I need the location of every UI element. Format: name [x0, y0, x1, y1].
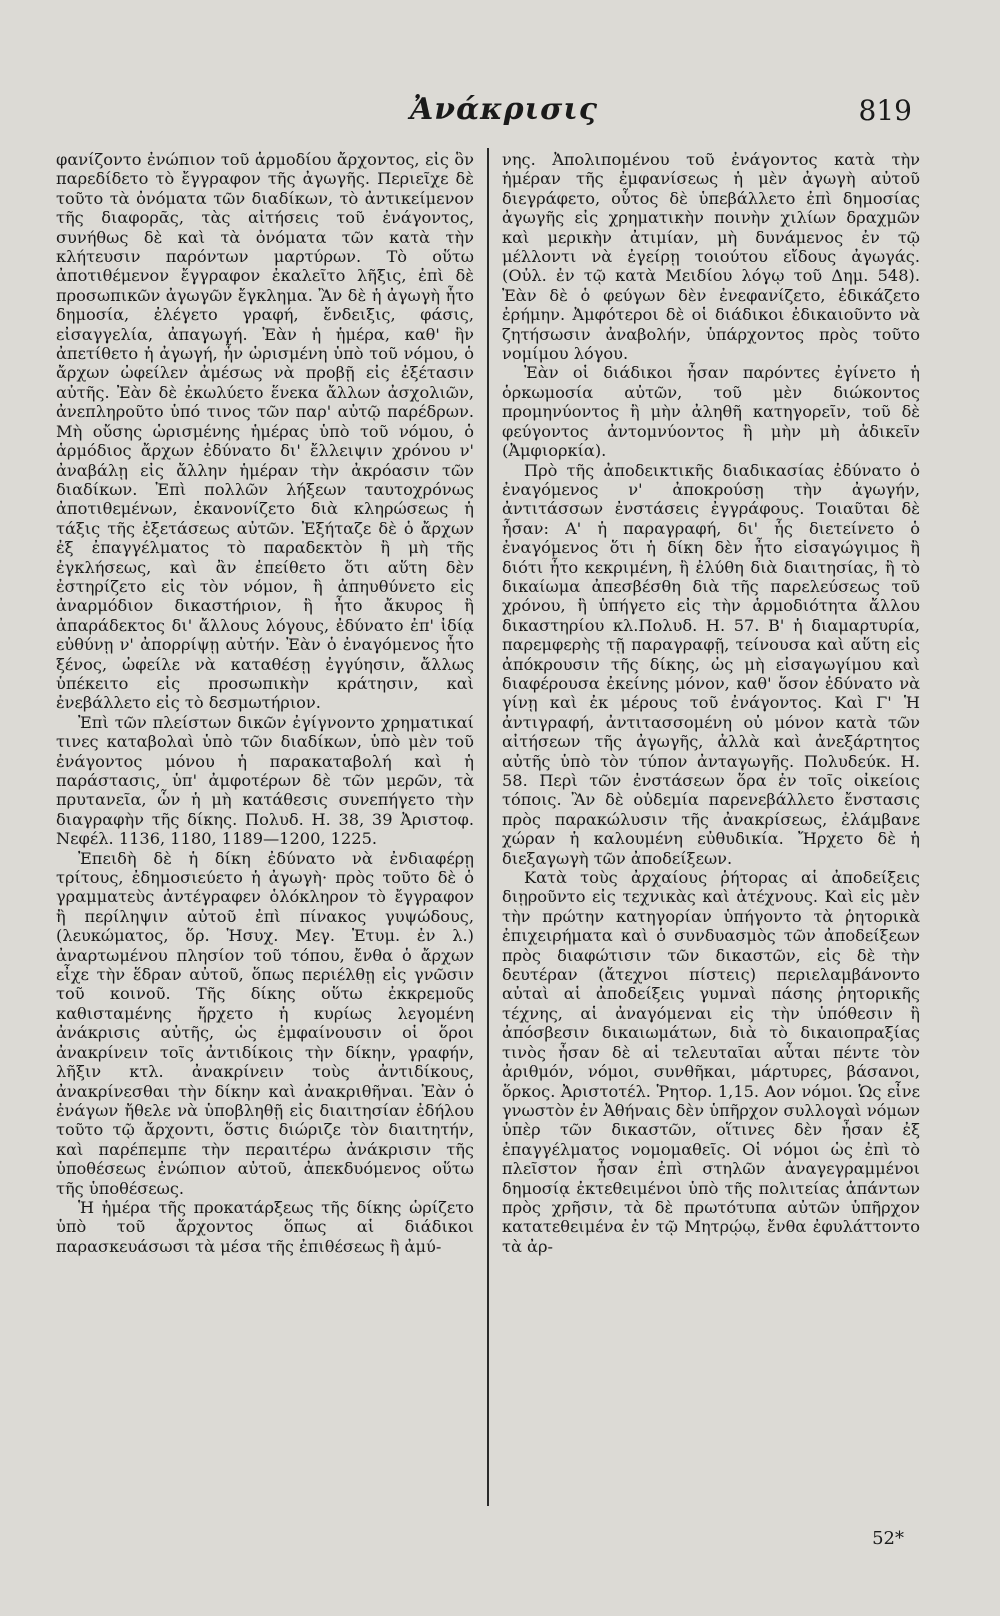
- paragraph: Πρὸ τῆς ἀποδεικτικῆς διαδικασίας ἐδύνατο ὁ ἐναγόμενος ν' ἀποκρούσῃ τὴν ἀγωγήν, ἀντιτάσσων ἐνστάσεις ἐγγράφους. Τοιαῦται δὲ ἦσαν: Α' ἡ παραγραφή, δι' ἧς διετείνετο ὁ ἐναγόμενος ὅτι ἡ δίκη δὲν ἦτο εἰσαγώγιμος ἢ διότι ἦτο κεκριμένη, ἢ ἐλύθη διὰ διαιτησίας, ἢ τὸ δικαίωμα ἀπεσβέσθη διὰ τῆς παρελεύσεως τοῦ χρόνου, ἢ ὑπήγετο εἰς τὴν ἁρμοδιότητα ἄλλου δικαστηρίου κλ.Πολυδ. Η. 57. Β' ἡ διαμαρτυρία, παρεμφερὴς τῇ παραγραφῇ, τείνουσα καὶ αὕτη εἰς ἀπόκρουσιν τῆς δίκης, ὡς μὴ εἰσαγωγίμου καὶ διαφέρουσα ἐκείνης μόνον, καθ' ὅσον ἐδύνατο νὰ γίνῃ καὶ ἐκ μέρους τοῦ ἐνάγοντος. Καὶ Γ' Ἡ ἀντιγραφή, ἀντιτασσομένη οὐ μόνον κατὰ τῶν αἰτήσεων τῆς ἀγωγῆς, ἀλλὰ καὶ ἀνεξάρτητος αὐτῆς ὑπὸ τὸν τύπον ἀνταγωγῆς. Πολυδεύκ. Η. 58. Περὶ τῶν ἐνστάσεων ὅρα ἐν τοῖς οἰκείοις τόποις. Ἂν δὲ οὐδεμία παρενεβάλλετο ἔνστασις πρὸς παρακώλυσιν τῆς ἀνακρίσεως, ἐλάμβανε χώραν ἡ καλουμένη εὐθυδικία. Ἤρχετο δὲ ἡ διεξαγωγὴ τῶν ἀποδείξεων.: [502, 460, 920, 868]
- paragraph: Ἡ ἡμέρα τῆς προκατάρξεως τῆς δίκης ὡρίζετο ὑπὸ τοῦ ἄρχοντος ὅπως αἱ διάδικοι παρασκευάσωσι τὰ μέσα τῆς ἐπιθέσεως ἢ ἀμύ-: [56, 1197, 474, 1256]
- paragraph: νης. Ἀπολιπομένου τοῦ ἐνάγοντος κατὰ τὴν ἡμέραν τῆς ἐμφανίσεως ἡ μὲν ἀγωγὴ αὐτοῦ διεγράφετο, οὗτος δὲ ὑπεβάλλετο ἐπὶ δημοσίας ἀγωγῆς εἰς χρηματικὴν ποινὴν χιλίων δραχμῶν καὶ μερικὴν ἀτιμίαν, μὴ δυνάμενος ἐν τῷ μέλλοντι νὰ ἐγείρῃ τοιούτου εἴδους ἀγωγάς. (Οὐλ. ἐν τῷ κατὰ Μειδίου λόγῳ τοῦ Δημ. 548). Ἐὰν δὲ ὁ φεύγων δὲν ἐνεφανίζετο, ἐδικάζετο ἐρήμην. Ἀμφότεροι δὲ οἱ διάδικοι ἐδικαιοῦντο νὰ ζητήσωσιν ἀναβολήν, ὑπάρχοντος πρὸς τοῦτο νομίμου λόγου.: [502, 150, 920, 364]
- signature-mark: 52*: [872, 1528, 904, 1549]
- running-head: Ἀνάκρισις: [410, 92, 599, 127]
- paragraph: φανίζοντο ἐνώπιον τοῦ ἁρμοδίου ἄρχοντος, εἰς ὃν παρεδίδετο τὸ ἔγγραφον τῆς ἀγωγῆς. Περιεῖχε δὲ τοῦτο τὰ ὀνόματα τῶν διαδίκων, τὸ ἀντικείμενον τῆς διαφορᾶς, τὰς αἰτήσεις τοῦ ἐνάγοντος, συνήθως δὲ καὶ τὰ ὀνόματα τῶν κατὰ τὴν κλήτευσιν παρόντων μαρτύρων. Τὸ οὕτω ἀποτιθέμενον ἔγγραφον ἐκαλεῖτο λῆξις, ἐπὶ δὲ προσωπικῶν ἀγωγῶν ἔγκλημα. Ἂν δὲ ἡ ἀγωγὴ ἦτο δημοσία, ἐλέγετο γραφή, ἔνδειξις, φάσις, εἰσαγγελία, ἀπαγωγή. Ἐὰν ἡ ἡμέρα, καθ' ἣν ἀπετίθετο ἡ ἀγωγή, ἦν ὡρισμένη ὑπὸ τοῦ νόμου, ὁ ἄρχων ὠφείλεν ἀμέσως νὰ προβῇ εἰς ἐξέτασιν αὐτῆς. Ἐὰν δὲ ἐκωλύετο ἕνεκα ἄλλων ἀσχολιῶν, ἀνεπληροῦτο ὑπό τινος τῶν παρ' αὐτῷ παρέδρων. Μὴ οὔσης ὡρισμένης ἡμέρας ὑπὸ τοῦ νόμου, ὁ ἁρμόδιος ἄρχων ἐδύνατο δι' ἔλλειψιν χρόνου ν' ἀναβάλῃ εἰς ἄλλην ἡμέραν τὴν ἀκρόασιν τῶν διαδίκων. Ἐπὶ πολλῶν λήξεων ταυτοχρόνως ἀποτιθεμένων, ἐκανονίζετο διὰ κληρώσεως ἡ τάξις τῆς ἐξετάσεως αὐτῶν. Ἐξήταζε δὲ ὁ ἄρχων ἐξ ἐπαγγέλματος τὸ παραδεκτὸν ἢ μὴ τῆς ἐγκλήσεως, καὶ ἂν ἐπείθετο ὅτι αὕτη δὲν ἐστηρίζετο εἰς τὸν νόμον, ἢ ἀπηυθύνετο εἰς ἀναρμόδιον δικαστήριον, ἢ ἦτο ἄκυρος ἢ ἀπαράδεκτος δι' ἄλλους λόγους, ἐδύνατο ἐπ' ἰδίᾳ εὐθύνῃ ν' ἀπορρίψῃ αὐτήν. Ἐὰν ὁ ἐναγόμενος ἦτο ξένος, ὠφείλε νὰ καταθέσῃ ἐγγύησιν, ἄλλως ὑπέκειτο εἰς προσωπικὴν κράτησιν, καὶ ἐνεβάλλετο εἰς τὸ δεσμωτήριον.: [56, 150, 474, 713]
- paragraph: Ἐὰν οἱ διάδικοι ἦσαν παρόντες ἐγίνετο ἡ ὁρκωμοσία αὐτῶν, τοῦ μὲν διώκοντος προμηνύοντος ἢ μὴν ἀληθῆ κατηγορεῖν, τοῦ δὲ φεύγοντος ἀντομνύοντος ἢ μὴν μὴ ἀδικεῖν (Ἀμφιορκία).: [502, 363, 920, 461]
- column-divider: [487, 148, 489, 1506]
- left-column: [56, 150, 474, 1460]
- page-number: 819: [858, 94, 912, 127]
- paragraph: Ἐπειδὴ δὲ ἡ δίκη ἐδύνατο νὰ ἐνδιαφέρῃ τρίτους, ἐδημοσιεύετο ἡ ἀγωγὴ· πρὸς τοῦτο δὲ ὁ γραμματεὺς ἀντέγραφεν ὁλόκληρον τὸ ἔγγραφον ἢ περίληψιν αὐτοῦ ἐπὶ πίνακος γυψώδους, (λευκώματος, ὅρ. Ἡσυχ. Μεγ. Ἐτυμ. ἐν λ.) ἀναρτωμένου πλησίον τοῦ τόπου, ἔνθα ὁ ἄρχων εἶχε τὴν ἕδραν αὐτοῦ, ὅπως περιέλθῃ εἰς γνῶσιν τοῦ κοινοῦ. Τῆς δίκης οὕτω ἐκκρεμοῦς καθισταμένης ἤρχετο ἡ κυρίως λεγομένη ἀνάκρισις αὐτῆς, ὡς ἐμφαίνουσιν οἱ ὅροι ἀνακρίνειν τοῖς ἀντιδίκοις τὴν δίκην, γραφήν, λῆξιν κτλ. ἀνακρίνειν τοὺς ἀντιδίκους, ἀνακρίνεσθαι τὴν δίκην καὶ ἀνακριθῆναι. Ἐὰν ὁ ἐνάγων ἤθελε νὰ ὑποβληθῇ εἰς διαιτησίαν ἐδήλου τοῦτο τῷ ἄρχοντι, ὅστις διώριζε τὸν διαιτητήν, καὶ παρέπεμπε τὴν περαιτέρω ἀνάκρισιν τῆς ὑποθέσεως ἐνώπιον αὐτοῦ, ἀπεκδυόμενος οὕτω τῆς ὑποθέσεως.: [56, 848, 474, 1198]
- paragraph: Κατὰ τοὺς ἀρχαίους ῥήτορας αἱ ἀποδείξεις διῃροῦντο εἰς τεχνικὰς καὶ ἀτέχνους. Καὶ εἰς μὲν τὴν πρώτην κατηγορίαν ὑπήγοντο τὰ ῥητορικὰ ἐπιχειρήματα καὶ ὁ συνδυασμὸς τῶν ἀποδείξεων πρὸς διαφώτισιν τῶν δικαστῶν, εἰς δὲ τὴν δευτέραν (ἄτεχνοι πίστεις) περιελαμβάνοντο αὐταὶ αἱ ἀποδείξεις γυμναὶ πάσης ῥητορικῆς τέχνης, αἱ ἀναγόμεναι εἰς τὴν ὑπόθεσιν ἢ ἀπόσβεσιν δικαιωμάτων, διὰ τὸ δικαιοπραξίας τινὸς ἦσαν δὲ αἱ τελευταῖαι αὗται πέντε τὸν ἀριθμόν, νόμοι, συνθῆκαι, μάρτυρες, βάσανοι, ὅρκος. Ἀριστοτέλ. Ῥητορ. 1,15. Αον νόμοι. Ὡς εἶνε γνωστὸν ἐν Ἀθήναις δὲν ὑπῆρχον συλλογαὶ νόμων ὑπὲρ τῶν δικαστῶν, οἵτινες δὲν ἦσαν ἐξ ἐπαγγέλματος νομομαθεῖς. Οἱ νόμοι ὡς ἐπὶ τὸ πλεῖστον ἦσαν ἐπὶ στηλῶν ἀναγεγραμμένοι δημοσίᾳ ἐκτεθειμένοι ὑπὸ τῆς πολιτείας ἁπάντων πρὸς χρῆσιν, τὰ δὲ πρωτότυπα αὐτῶν ὑπῆρχον κατατεθειμένα ἐν τῷ Μητρῴῳ, ἔνθα ἐφυλάττοντο τὰ ἀρ-: [502, 868, 920, 1256]
- paragraph: Ἐπὶ τῶν πλείστων δικῶν ἐγίγνοντο χρηματικαί τινες καταβολαὶ ὑπὸ τῶν διαδίκων, ὑπὸ μὲν τοῦ ἐνάγοντος μόνου ἡ παρακαταβολή καὶ ἡ παράστασις, ὑπ' ἀμφοτέρων δὲ τῶν μερῶν, τὰ πρυτανεῖα, ὧν ἡ μὴ κατάθεσις συνεπήγετο τὴν διαγραφὴν τῆς δίκης. Πολυδ. Η. 38, 39 Ἀριστοφ. Νεφέλ. 1136, 1180, 1189—1200, 1225.: [56, 712, 474, 849]
- right-column: [502, 150, 920, 1460]
- page-header: [0, 92, 1000, 132]
